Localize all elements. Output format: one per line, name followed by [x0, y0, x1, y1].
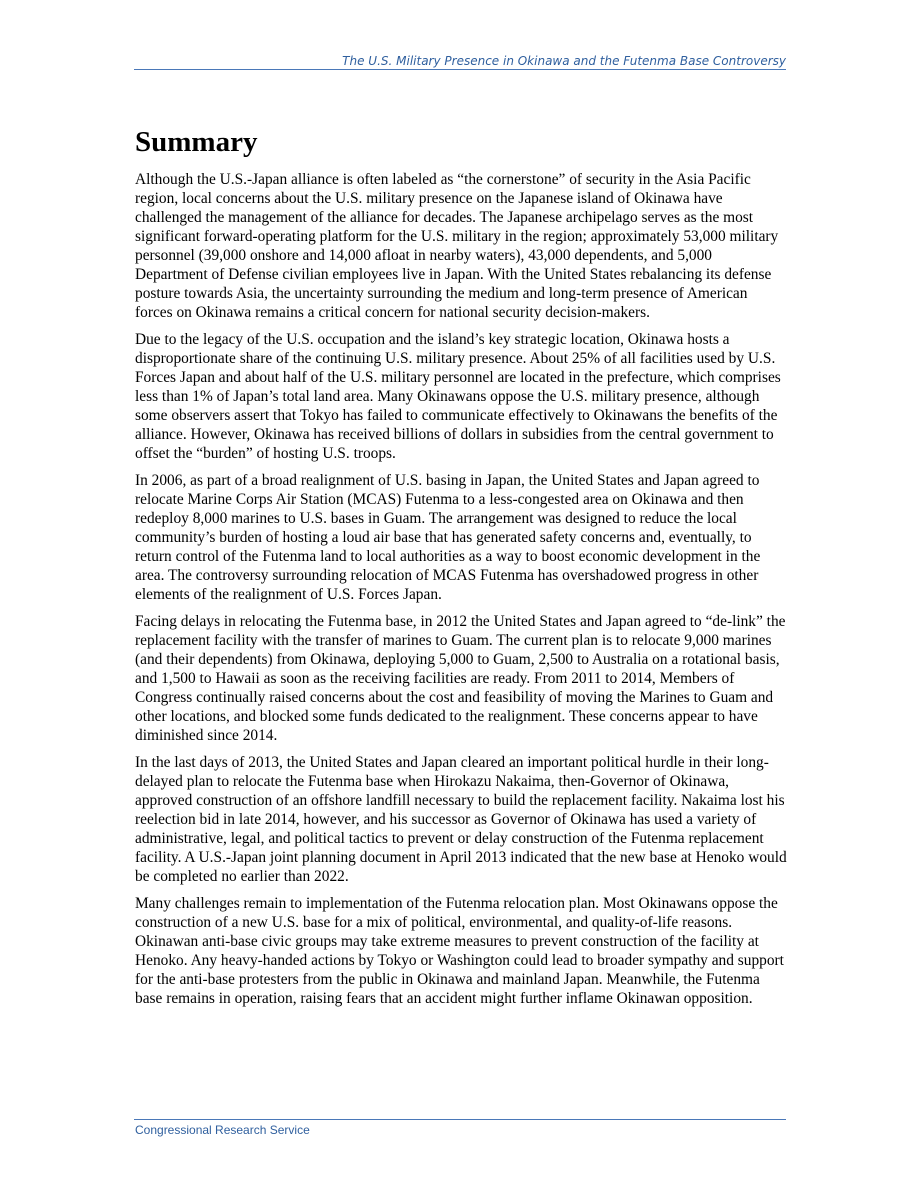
summary-paragraph-4: Facing delays in relocating the Futenma base, in 2012 the United States and Japan agreed to “de-link” the replacement facility with the transfer of marines to Guam. The current plan is to relocate 9,000 marines (and their dependents) from Okinawa, deploying 5,000 to Guam, 2,500 to Australia on a rotational basis, and 1,500 to Hawaii as soon as the receiving facilities are ready. From 2011 to 2014, Members of Congress continually raised concerns about the cost and feasibility of moving the Marines to Guam and other locations, and blocked some funds dedicated to the realignment. These concerns appear to have diminished since 2014.	[135, 613, 786, 744]
summary-paragraph-1: Although the U.S.-Japan alliance is often labeled as “the cornerstone” of security in the Asia Pacific region, local concerns about the U.S. military presence on the Japanese island of Okinawa have challenged the management of the alliance for decades. The Japanese archipelago serves as the most significant forward-operating platform for the U.S. military in the region; approximately 53,000 military personnel (39,000 onshore and 14,000 afloat in nearby waters), 43,000 dependents, and 5,000 Department of Defense civilian employees live in Japan. With the United States rebalancing its defense posture towards Asia, the uncertainty surrounding the medium and long-term presence of American forces on Okinawa remains a critical concern for national security decision-makers.	[135, 171, 779, 321]
summary-section	[135, 124, 787, 1016]
summary-paragraph-2: Due to the legacy of the U.S. occupation and the island’s key strategic location, Okinawa hosts a disproportionate share of the continuing U.S. military presence. About 25% of all facilities used by U.S. Forces Japan and about half of the U.S. military personnel are located in the prefecture, which comprises less than 1% of Japan’s total land area. Many Okinawans oppose the U.S. military presence, although some observers assert that Tokyo has failed to communicate effectively to Okinawans the benefits of the alliance. However, Okinawa has received billions of dollars in subsidies from the central government to offset the “burden” of hosting U.S. troops.	[135, 331, 781, 462]
footer-divider	[134, 1119, 786, 1120]
running-header-title: The U.S. Military Presence in Okinawa and the Futenma Base Controversy	[342, 54, 786, 68]
footer-publisher: Congressional Research Service	[135, 1123, 310, 1137]
summary-paragraph-3: In 2006, as part of a broad realignment of U.S. basing in Japan, the United States and Japan agreed to relocate Marine Corps Air Station (MCAS) Futenma to a less-congested area on Okinawa and then redeploy 8,000 marines to U.S. bases in Guam. The arrangement was designed to reduce the local community’s burden of hosting a loud air base that has generated safety concerns and, eventually, to return control of the Futenma land to local authorities as a way to boost economic development in the area. The controversy surrounding relocation of MCAS Futenma has overshadowed progress in other elements of the realignment of U.S. Forces Japan.	[135, 472, 761, 603]
summary-paragraph-5: In the last days of 2013, the United States and Japan cleared an important political hurdle in their long-delayed plan to relocate the Futenma base when Hirokazu Nakaima, then-Governor of Okinawa, approved construction of an offshore landfill necessary to build the replacement facility. Nakaima lost his reelection bid in late 2014, however, and his successor as Governor of Okinawa has used a variety of administrative, legal, and political tactics to prevent or delay construction of the Futenma replacement facility. A U.S.-Japan joint planning document in April 2013 indicated that the new base at Henoko would be completed no earlier than 2022.	[135, 754, 787, 885]
section-heading: Summary	[135, 126, 258, 158]
header-divider	[134, 69, 786, 70]
summary-paragraph-6: Many challenges remain to implementation of the Futenma relocation plan. Most Okinawans oppose the construction of a new U.S. base for a mix of political, environmental, and quality-of-life reasons. Okinawan anti-base civic groups may take extreme measures to prevent construction of the facility at Henoko. Any heavy-handed actions by Tokyo or Washington could lead to broader sympathy and support for the anti-base protesters from the public in Okinawa and mainland Japan. Meanwhile, the Futenma base remains in operation, raising fears that an accident might further inflame Okinawan opposition.	[135, 895, 784, 1007]
